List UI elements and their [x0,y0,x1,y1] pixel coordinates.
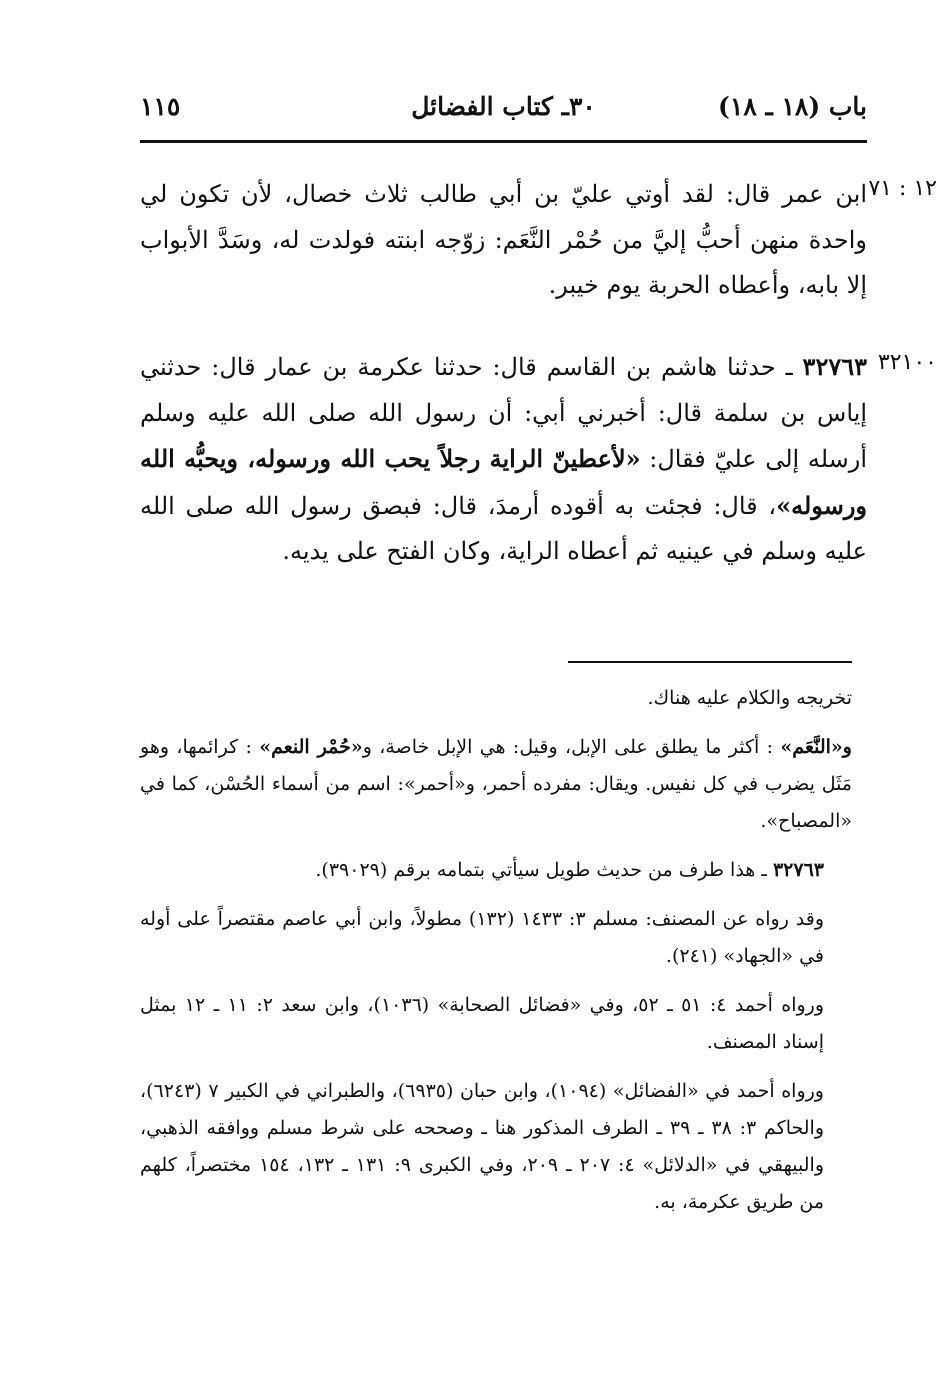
footnote-note: ورواه أحمد في «الفضائل» (١٠٩٤)، وابن حبان (٦٩٣٥)، والطبراني في الكبير ٧ (٦٢٤٣)، والحاكم ٣: ٣٨ ـ ٣٩ ـ الطرف المذكور هنا ـ وصححه على شرط مسلم ووافقه الذهبي، والبيهقي في «الدلائل» ٤: ٢٠٧ ـ ٢٠٩، وفي الكبرى ٩: ١٣١ ـ ١٣٢، ١٥٤ مختصراً، كلهم من طريق عكرمة، به. [140,1080,824,1213]
hadith-text [140,344,867,575]
hadith-number: ٣٢٧٦٣ [802,352,867,381]
footnote-note: وقد رواه عن المصنف: مسلم ٣: ١٤٣٣ (١٣٢) مطولاً، وابن أبي عاصم مقتصراً على أوله في «الجهاد» (٢٤١). [140,908,824,967]
footnote-number: ٣٢٧٦٣ [772,859,824,881]
hadith-paragraph: ابن عمر قال: لقد أوتي عليّ بن أبي طالب ثلاث خصال، لأن تكون لي واحدة منهن أحبُّ إليَّ من حُمْر النَّعَم: زوّجه ابنته فولدت له، وسَدَّ الأبواب إلا بابه، وأعطاه الحربة يوم خيبر. [140,180,867,299]
header-rule [140,140,867,143]
footnote-note: ورواه أحمد ٤: ٥١ ـ ٥٢، وفي «فضائل الصحابة» (١٠٣٦)، وابن سعد ٢: ١١ ـ ١٢ بمثل إسناد المصنف. [140,994,825,1053]
chapter-heading: باب (١٨ ـ ١٨) [718,92,867,121]
hadith-quote: «لأعطينّ الراية رجلاً يحب الله ورسوله، ويحبُّه الله ورسوله» [140,444,867,520]
footnote-separator [568,661,852,663]
book-title: ٣٠ـ كتاب الفضائل [411,92,596,121]
running-header [140,92,867,132]
page-number: ١١٥ [140,92,181,121]
gloss-term: «النَّعَم» [780,736,843,758]
footnote-note: ٣٢٧٦٣ ـ هذا طرف من حديث طويل سيأتي بتمامه برقم (٣٩٠٢٩). [315,859,824,881]
hadith-matn: ، قال: فجئت به أقوده أرمدَ، قال: فبصق رسول الله صلى الله عليه وسلم في عينيه ثم أعطاه الراية، وكان الفتح على يديه. [140,491,867,565]
hadith-text [140,172,867,309]
hadith-paragraph [140,344,867,575]
footnote-intro: تخريجه والكلام عليه هناك. [647,687,852,709]
gloss-term: «حُمْر النعم» [259,736,363,758]
margin-reference: ١٢ : ٧١ [868,176,937,201]
hadith-isnad: ـ حدثنا هاشم بن القاسم قال: حدثنا عكرمة بن عمار قال: حدثني إياس بن سلمة قال: أخبرني أبي: أن رسول الله صلى الله عليه وسلم أرسله إلى عليّ فقال: [140,353,868,473]
footnotes [140,680,852,1233]
margin-reference: ٣٢١٠٠ [877,350,937,375]
footnote-gloss: و«النَّعَم» : أكثر ما يطلق على الإبل، وقيل: هي الإبل خاصة، و«حُمْر النعم» : كرائمها، وهو مَثَل يضرب في كل نفيس. ويقال: مفرده أحمر، و«أحمر»: اسم من أسماء الحُسْن، كما في «المصباح». [140,736,852,832]
